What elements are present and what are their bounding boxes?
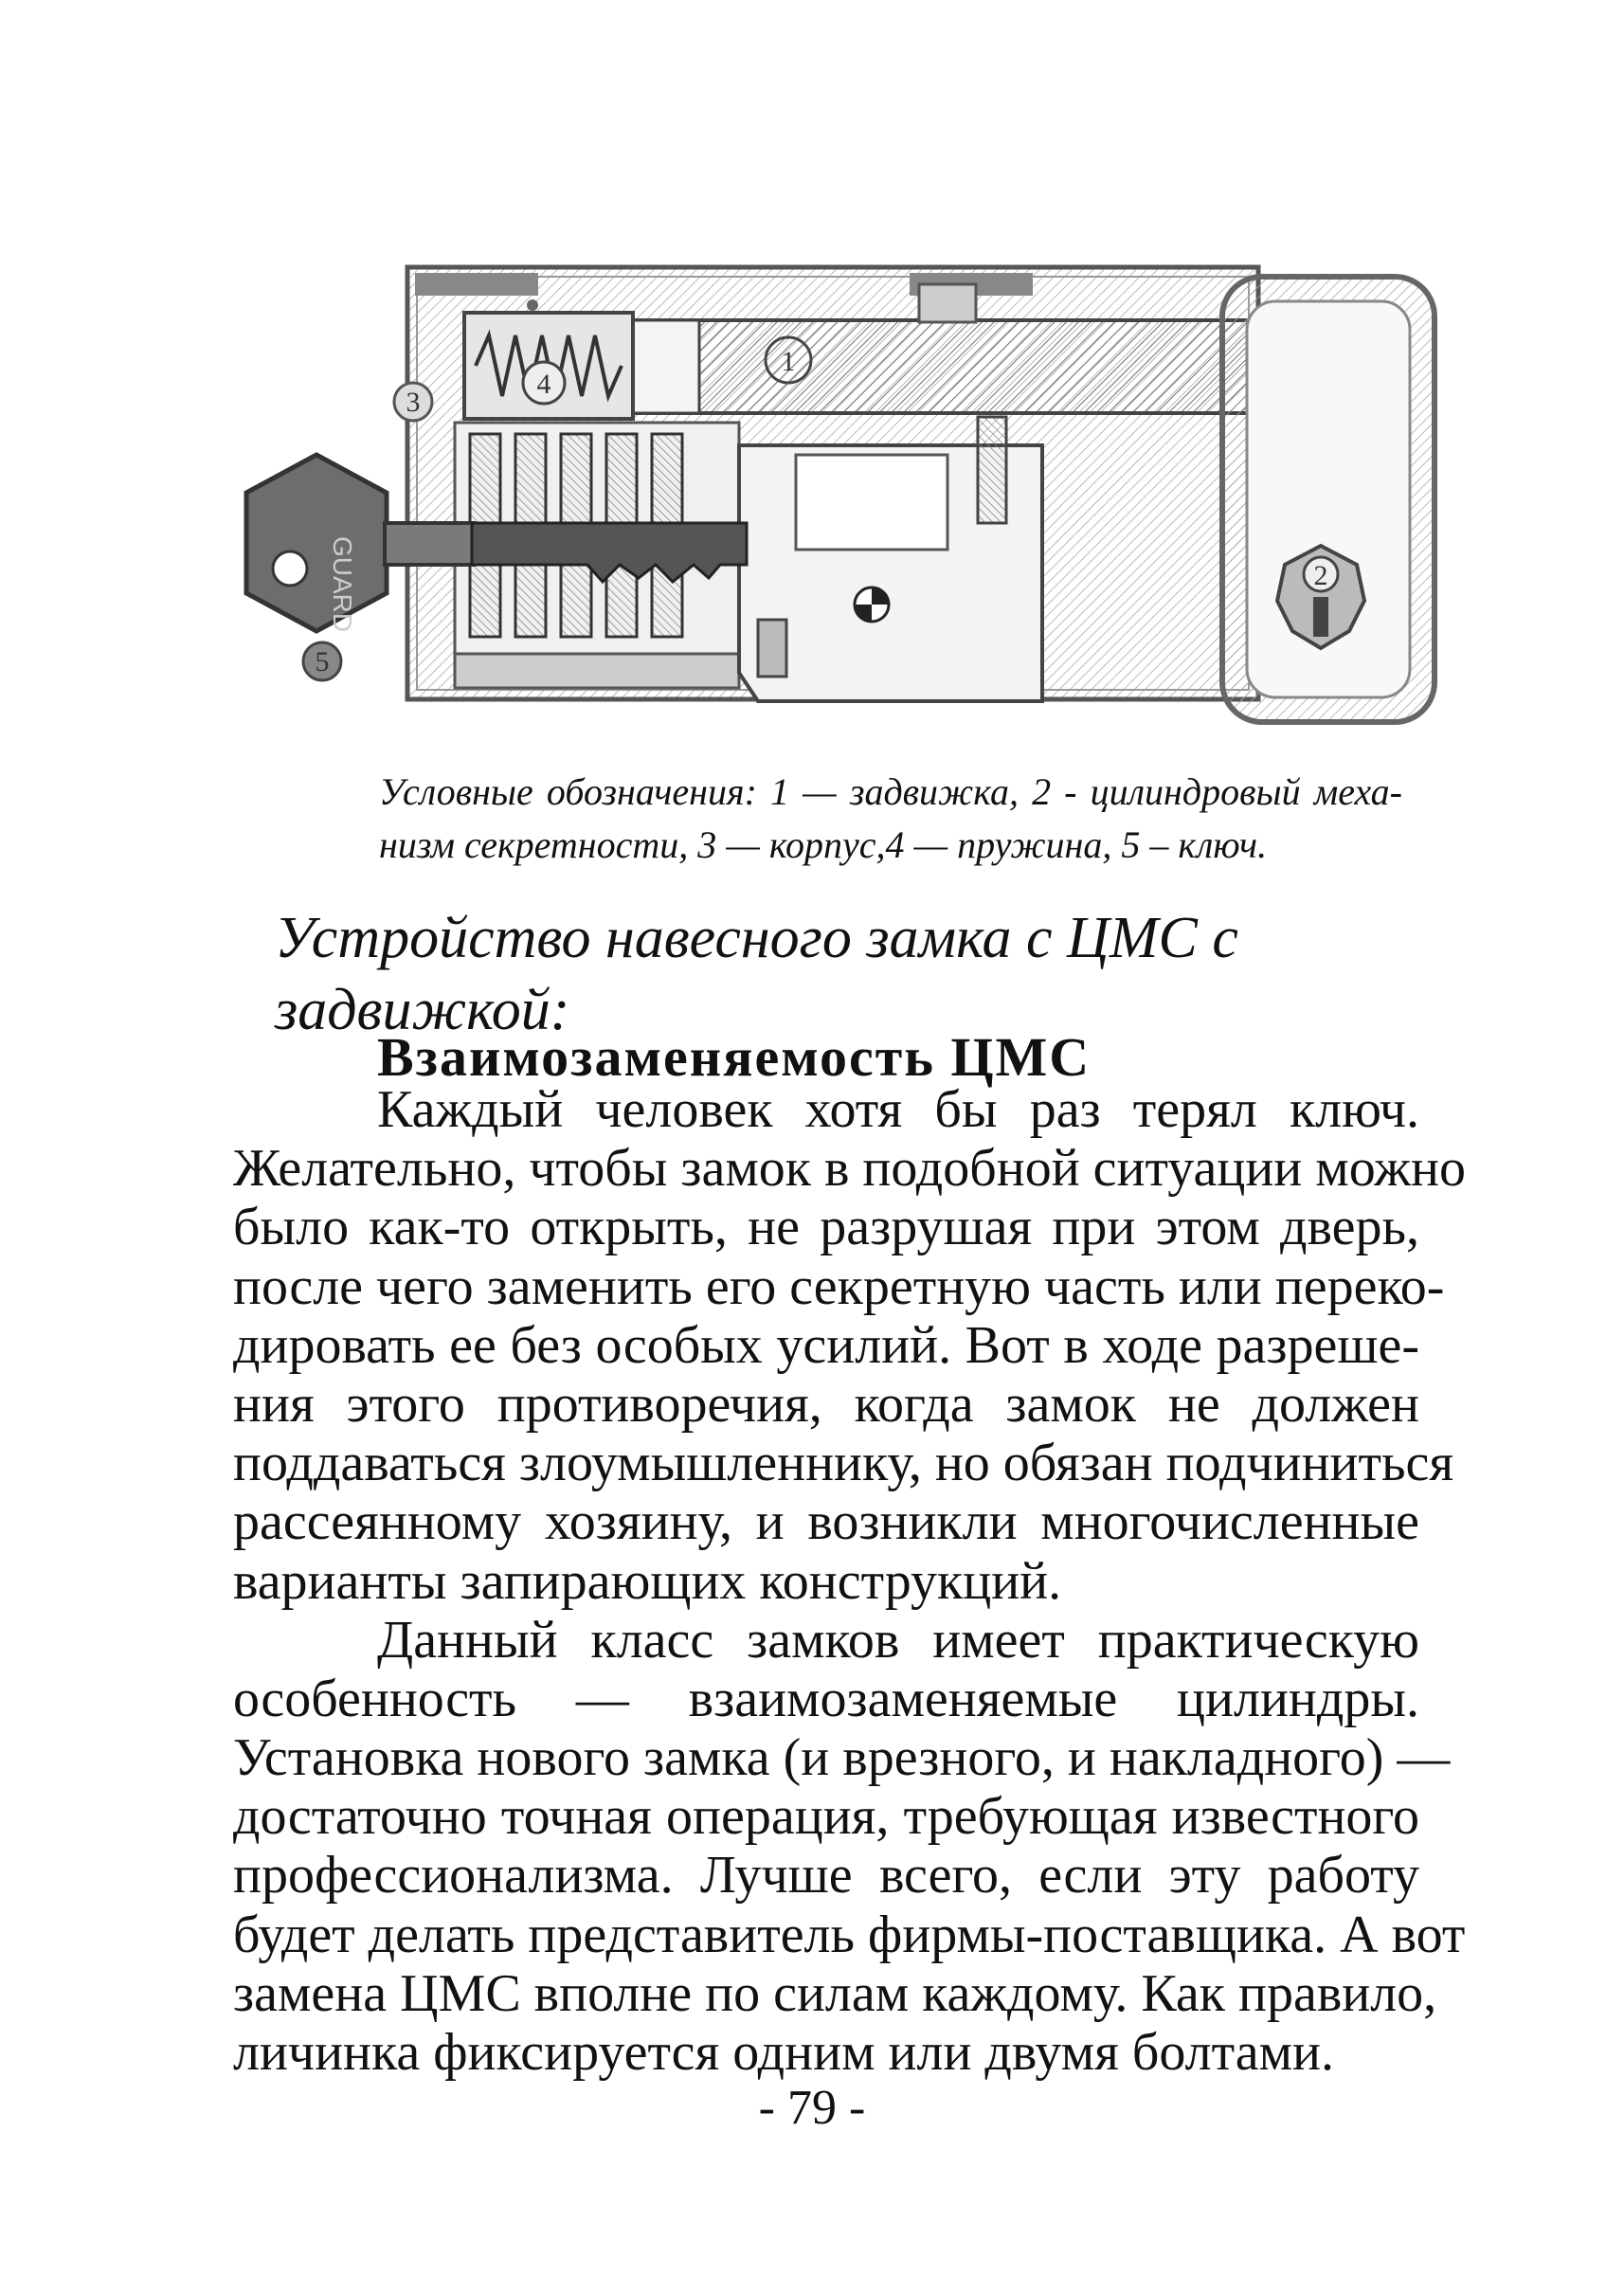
marker-3 <box>394 383 432 421</box>
marker-4 <box>523 362 565 404</box>
paragraph-1-line: поддаваться злоумышленнику, но обязан подчиниться <box>233 1434 1454 1493</box>
lock-diagram <box>227 256 1459 749</box>
paragraph-2-line: Данный класс замков имеет практическую <box>377 1610 1419 1670</box>
svg-text:4: 4 <box>536 369 551 400</box>
marker-5 <box>303 642 341 680</box>
figure-title: Устройство навесного замка с ЦМС с задвижкой: <box>275 906 1238 1042</box>
paragraph-1-line: ния этого противоречия, когда замок не должен <box>233 1374 1419 1434</box>
paragraph-1-line: Желательно, чтобы замок в подобной ситуации можно <box>233 1139 1466 1199</box>
paragraph-1-line: было как-то открыть, не разрушая при этом дверь, <box>233 1198 1419 1257</box>
paragraph-1-line: варианты запирающих конструкций. <box>233 1551 1062 1611</box>
paragraph-2-line: особенность — взаимозаменяемые цилиндры. <box>233 1669 1419 1728</box>
cam-mechanism <box>739 417 1042 701</box>
figure-legend-line-2: низм секретности, 3 — корпус,4 — пружина, 5 – ключ. <box>379 823 1268 866</box>
figure-legend-line-1: Условные обозначения: 1 — задвижка, 2 - цилиндровый меха- <box>379 770 1402 813</box>
lock-front-view <box>1222 277 1435 722</box>
paragraph-1-line: Каждый человек хотя бы раз терял ключ. <box>377 1080 1419 1139</box>
paragraph-2-line: замена ЦМС вполне по силам каждому. Как правило, <box>233 1963 1437 2023</box>
article-body <box>233 1080 1466 2082</box>
paragraph-2-line: профессионализма. Лучше всего, если эту работу <box>233 1846 1419 1906</box>
svg-text:3: 3 <box>406 387 421 418</box>
svg-text:5: 5 <box>315 646 330 677</box>
paragraph-2-line: достаточно точная операция, требующая известного <box>233 1787 1419 1847</box>
paragraph-1-line: рассеянному хозяину, и возникли многочисленные <box>233 1492 1419 1552</box>
page-number: - 79 - <box>758 2081 866 2135</box>
paragraph-2-line: личинка фиксируется одним или двумя болтами. <box>233 2023 1334 2082</box>
paragraph-1-line: после чего заменить его секретную часть или переко- <box>233 1256 1445 1316</box>
svg-text:1: 1 <box>781 346 796 377</box>
section-heading: Взаимозаменяемость ЦМС <box>377 1026 1092 1088</box>
paragraph-2-line: будет делать представитель фирмы-поставщика. А вот <box>233 1905 1466 1964</box>
marker-2: 2 <box>1313 560 1328 591</box>
paragraph-1-line: дировать ее без особых усилий. Вот в ходе разреше- <box>233 1315 1419 1375</box>
paragraph-2-line: Установка нового замка (и врезного, и накладного) — <box>233 1728 1451 1788</box>
key-brand: GUARD <box>328 536 357 633</box>
